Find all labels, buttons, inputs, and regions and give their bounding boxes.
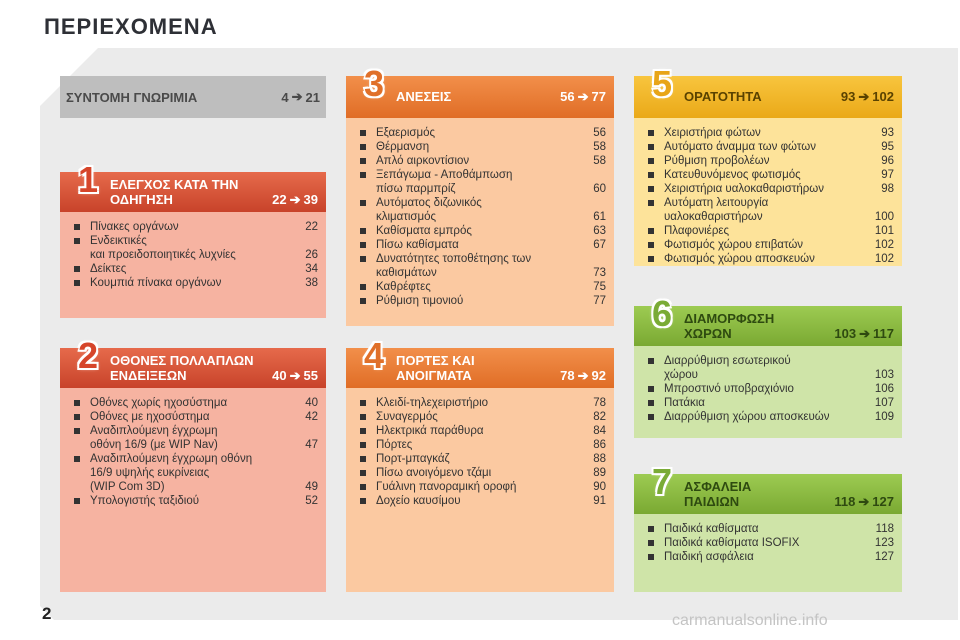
section-title: ΟΘΟΝΕΣ ΠΟΛΛΑΠΛΩΝ [110, 353, 254, 368]
toc-item-label: Ξεπάγωμα - Αποθάμπωση πίσω παρμπρίζ [376, 169, 513, 195]
toc-item-label: Φωτισμός χώρου αποσκευών [664, 253, 815, 265]
quick-ref-link[interactable] [60, 76, 326, 118]
toc-item-page: 127 [874, 551, 894, 563]
section-body [634, 514, 902, 592]
section-card-6[interactable] [634, 293, 902, 438]
toc-item[interactable] [646, 354, 894, 382]
toc-item-page: 26 [305, 249, 318, 261]
toc-item[interactable] [358, 224, 606, 238]
section-header[interactable] [60, 335, 326, 388]
toc-item-page: 40 [305, 397, 318, 409]
toc-item[interactable] [358, 480, 606, 494]
toc-item-label: Παιδική ασφάλεια [664, 551, 754, 563]
toc-item-page: 84 [593, 425, 606, 437]
page-title: ΠΕΡΙΕΧΟΜΕΝΑ [44, 14, 218, 39]
toc-item-page: 109 [874, 411, 894, 423]
toc-item[interactable] [358, 424, 606, 438]
toc-item[interactable] [358, 252, 606, 280]
toc-item-label: Κλειδί-τηλεχειριστήριο [376, 397, 489, 409]
toc-item[interactable] [358, 466, 606, 480]
section-card-3[interactable] [346, 63, 614, 326]
section-header[interactable] [60, 159, 326, 212]
toc-item-page: 95 [881, 141, 894, 153]
section-body [634, 346, 902, 438]
page-to: 77 [591, 89, 606, 104]
section-page-range [841, 89, 894, 104]
page-to: 92 [591, 368, 606, 383]
section-title: ΕΛΕΓΧΟΣ ΚΑΤΑ ΤΗΝ [110, 177, 239, 192]
toc-item-page: 89 [593, 467, 606, 479]
toc-item-page: 34 [305, 263, 318, 275]
toc-item-label: Αυτόματο άναμμα των φώτων [664, 141, 816, 153]
section-title: ΑΝΕΣΕΙΣ [396, 89, 452, 104]
section-card-1[interactable] [60, 159, 326, 318]
toc-item[interactable] [646, 536, 894, 550]
toc-item-page: 91 [593, 495, 606, 507]
toc-item-label: Πλαφονιέρες [664, 225, 730, 237]
toc-item-label: Απλό αιρκοντίσιον [376, 155, 470, 167]
page-from: 78 [560, 368, 575, 383]
toc-item-label: Παιδικά καθίσματα ISOFIX [664, 537, 800, 549]
section-title: ΑΣΦΑΛΕΙΑ [684, 479, 752, 494]
toc-item-label: Καθρέφτες [376, 281, 431, 293]
toc-item-page: 22 [305, 221, 318, 233]
toc-item[interactable] [358, 154, 606, 168]
toc-item-page: 98 [881, 183, 894, 195]
section-body [60, 212, 326, 318]
toc-item-label: Οθόνες με ηχοσύστημα [90, 411, 210, 423]
toc-item-label: Ενδεικτικές και προειδοποιητικές λυχνίες [90, 235, 236, 261]
toc-item-label: Αυτόματος διζωνικός κλιματισμός [376, 197, 482, 223]
section-title-line2: ΠΑΙΔΙΩΝ [684, 494, 740, 509]
toc-item-page: 73 [593, 267, 606, 279]
arrow-right-icon: ➔ [859, 326, 871, 341]
section-page-range [560, 89, 606, 104]
chapter-number-icon: 7 [652, 461, 673, 502]
section-card-7[interactable] [634, 461, 902, 592]
section-body [346, 118, 614, 326]
toc-item[interactable] [646, 140, 894, 154]
toc-item[interactable] [72, 494, 318, 508]
toc-item[interactable] [72, 396, 318, 410]
arrow-right-icon: ➔ [289, 192, 301, 207]
toc-item[interactable] [358, 452, 606, 466]
quick-ref-title: ΣΥΝΤΟΜΗ ΓΝΩΡΙΜΙΑ [66, 89, 198, 105]
toc-item[interactable] [358, 126, 606, 140]
arrow-right-icon: ➔ [858, 494, 870, 509]
toc-item-page: 82 [593, 411, 606, 423]
toc-item-label: Κουμπιά πίνακα οργάνων [90, 277, 222, 289]
toc-item[interactable] [72, 276, 318, 290]
toc-item-page: 61 [593, 211, 606, 223]
section-page-range [272, 192, 318, 207]
page-from: 103 [834, 326, 857, 341]
toc-item-label: Αναδιπλούμενη έγχρωμη οθόνη 16/9 (με WIP Nav) [90, 425, 218, 451]
quick-ref-from: 4 [281, 89, 289, 105]
toc-item[interactable] [358, 294, 606, 308]
toc-item[interactable] [72, 424, 318, 452]
toc-item-label: Ρύθμιση τιμονιού [376, 295, 464, 307]
page-to: 55 [303, 368, 318, 383]
arrow-right-icon: ➔ [291, 89, 303, 104]
toc-item[interactable] [646, 238, 894, 252]
toc-item-page: 103 [874, 369, 894, 381]
toc-item[interactable] [72, 452, 318, 494]
toc-item[interactable] [72, 410, 318, 424]
toc-item-page: 38 [305, 277, 318, 289]
chapter-number-icon: 4 [364, 335, 385, 376]
toc-item-page: 58 [593, 155, 606, 167]
toc-item-page: 107 [874, 397, 894, 409]
chapter-number-icon: 3 [364, 63, 385, 104]
toc-item-page: 58 [593, 141, 606, 153]
toc-item-page: 86 [593, 439, 606, 451]
toc-item[interactable] [646, 196, 894, 224]
section-title-line2: ΕΝΔΕΙΞΕΩΝ [110, 368, 187, 383]
toc-item-page: 97 [881, 169, 894, 181]
page-from: 40 [272, 368, 287, 383]
section-body [634, 118, 902, 266]
toc-item[interactable] [358, 410, 606, 424]
watermark: carmanualsonline.info [672, 612, 828, 629]
toc-item-label: Πόρτες [376, 439, 413, 451]
toc-item[interactable] [646, 126, 894, 140]
toc-item-page: 106 [874, 383, 894, 395]
toc-item-label: Κατευθυνόμενος φωτισμός [664, 169, 801, 181]
section-card-2[interactable] [60, 335, 326, 592]
toc-item-page: 63 [593, 225, 606, 237]
toc-item[interactable] [358, 168, 606, 196]
toc-item-label: Χειριστήρια φώτων [664, 127, 761, 139]
toc-list [60, 388, 326, 508]
toc-item[interactable] [646, 154, 894, 168]
arrow-right-icon: ➔ [577, 368, 589, 383]
section-header[interactable] [634, 293, 902, 346]
toc-item-page: 88 [593, 453, 606, 465]
page-from: 22 [272, 192, 287, 207]
toc-item-label: Δοχείο καυσίμου [376, 495, 461, 507]
page-from: 56 [560, 89, 575, 104]
toc-item-page: 90 [593, 481, 606, 493]
toc-item-label: Γυάλινη πανοραμική οροφή [376, 481, 517, 493]
toc-item-label: Αναδιπλούμενη έγχρωμη οθόνη 16/9 υψηλής ευκρίνειας (WIP Com 3D) [90, 453, 253, 493]
toc-item-label: Πίνακες οργάνων [90, 221, 179, 233]
toc-item[interactable] [646, 396, 894, 410]
toc-item-label: Φωτισμός χώρου επιβατών [664, 239, 804, 251]
toc-item-page: 93 [881, 127, 894, 139]
toc-list [60, 212, 326, 290]
toc-item[interactable] [646, 182, 894, 196]
toc-item[interactable] [646, 224, 894, 238]
toc-item-page: 49 [305, 481, 318, 493]
chapter-number-icon: 6 [652, 293, 673, 334]
page-to: 102 [872, 89, 894, 104]
toc-item-page: 100 [874, 211, 894, 223]
toc-item-label: Πατάκια [664, 397, 705, 409]
section-page-range [560, 368, 606, 383]
toc-item-label: Ρύθμιση προβολέων [664, 155, 770, 167]
section-title: ΔΙΑΜΟΡΦΩΣΗ [684, 311, 775, 326]
section-card-5[interactable] [634, 63, 902, 266]
toc-item-page: 78 [593, 397, 606, 409]
toc-item-page: 42 [305, 411, 318, 423]
section-title-line2: ΑΝΟΙΓΜΑΤΑ [396, 368, 472, 383]
toc-item[interactable] [358, 438, 606, 452]
section-header[interactable] [346, 335, 614, 388]
toc-list [634, 514, 902, 564]
toc-item-label: Εξαερισμός [376, 127, 436, 139]
toc-item-label: Ηλεκτρικά παράθυρα [376, 425, 484, 437]
toc-item-label: Υπολογιστής ταξιδιού [90, 495, 200, 507]
chapter-number-icon: 2 [78, 335, 99, 376]
page-to: 117 [873, 326, 894, 341]
toc-item-page: 47 [305, 439, 318, 451]
toc-item[interactable] [358, 196, 606, 224]
toc-list [346, 388, 614, 508]
toc-item-page: 77 [593, 295, 606, 307]
toc-item-label: Διαρρύθμιση εσωτερικού χώρου [664, 355, 791, 381]
section-card-4[interactable] [346, 335, 614, 592]
toc-item[interactable] [646, 168, 894, 182]
toc-item-label: Οθόνες χωρίς ηχοσύστημα [90, 397, 228, 409]
section-page-range [834, 494, 894, 509]
toc-item-label: Δυνατότητες τοποθέτησης των καθισμάτων [376, 253, 532, 279]
section-title-line2: ΧΩΡΩΝ [684, 326, 732, 341]
section-header[interactable] [634, 63, 902, 118]
toc-item[interactable] [646, 522, 894, 536]
toc-item[interactable] [72, 220, 318, 234]
toc-item-label: Χειριστήρια υαλοκαθαριστήρων [664, 183, 825, 195]
section-body [60, 388, 326, 592]
chapter-number-icon: 1 [78, 159, 99, 200]
section-title-line2: ΟΔΗΓΗΣΗ [110, 192, 173, 207]
toc-item-label: Θέρμανση [376, 141, 430, 153]
section-title: ΟΡΑΤΟΤΗΤΑ [684, 89, 762, 104]
section-title: ΠΟΡΤΕΣ ΚΑΙ [396, 353, 475, 368]
toc-list [634, 346, 902, 424]
toc-item-label: Μπροστινό υποβραχιόνιο [664, 383, 794, 395]
toc-item[interactable] [646, 252, 894, 266]
toc-item[interactable] [646, 410, 894, 424]
page-to: 39 [303, 192, 318, 207]
toc-item-label: Καθίσματα εμπρός [376, 225, 472, 237]
toc-item-label: Διαρρύθμιση χώρου αποσκευών [664, 411, 830, 423]
arrow-right-icon: ➔ [858, 89, 870, 104]
toc-item-page: 56 [593, 127, 606, 139]
section-header[interactable] [346, 63, 614, 118]
page-number: 2 [42, 604, 52, 623]
arrow-right-icon: ➔ [289, 368, 301, 383]
toc-item-page: 60 [593, 183, 606, 195]
toc-item[interactable] [646, 550, 894, 564]
arrow-right-icon: ➔ [577, 89, 589, 104]
toc-item-page: 102 [874, 253, 894, 265]
toc-item-page: 67 [593, 239, 606, 251]
toc-item-label: Πίσω ανοιγόμενο τζάμι [376, 467, 492, 479]
toc-item[interactable] [72, 234, 318, 262]
toc-item[interactable] [358, 494, 606, 508]
toc-item-page: 75 [593, 281, 606, 293]
toc-item-label: Συναγερμός [376, 411, 438, 423]
chapter-number-icon: 5 [652, 63, 673, 104]
toc-item[interactable] [358, 140, 606, 154]
toc-item-page: 123 [874, 537, 894, 549]
toc-item-page: 102 [874, 239, 894, 251]
toc-item-label: Πορτ-μπαγκάζ [376, 453, 450, 465]
section-body [346, 388, 614, 592]
section-header[interactable] [634, 461, 902, 514]
toc-list [634, 118, 902, 266]
toc-item-page: 52 [305, 495, 318, 507]
toc-item-label: Δείκτες [90, 263, 127, 275]
quick-ref-to: 21 [305, 89, 320, 105]
toc-list [346, 118, 614, 308]
page-from: 118 [834, 494, 856, 509]
page-from: 93 [840, 89, 856, 104]
toc-item[interactable] [72, 262, 318, 276]
toc-item-label: Πίσω καθίσματα [376, 239, 459, 251]
toc-item[interactable] [358, 238, 606, 252]
toc-item[interactable] [358, 396, 606, 410]
toc-item-label: Παιδικά καθίσματα [664, 523, 759, 535]
toc-item-page: 96 [881, 155, 894, 167]
section-page-range [834, 326, 894, 341]
toc-item-label: Αυτόματη λειτουργία υαλοκαθαριστήρων [664, 197, 769, 223]
toc-item-page: 118 [875, 523, 894, 535]
page-to: 127 [872, 494, 894, 509]
toc-item[interactable] [646, 382, 894, 396]
toc-item[interactable] [358, 280, 606, 294]
toc-item-page: 101 [874, 225, 894, 237]
section-page-range [272, 368, 318, 383]
